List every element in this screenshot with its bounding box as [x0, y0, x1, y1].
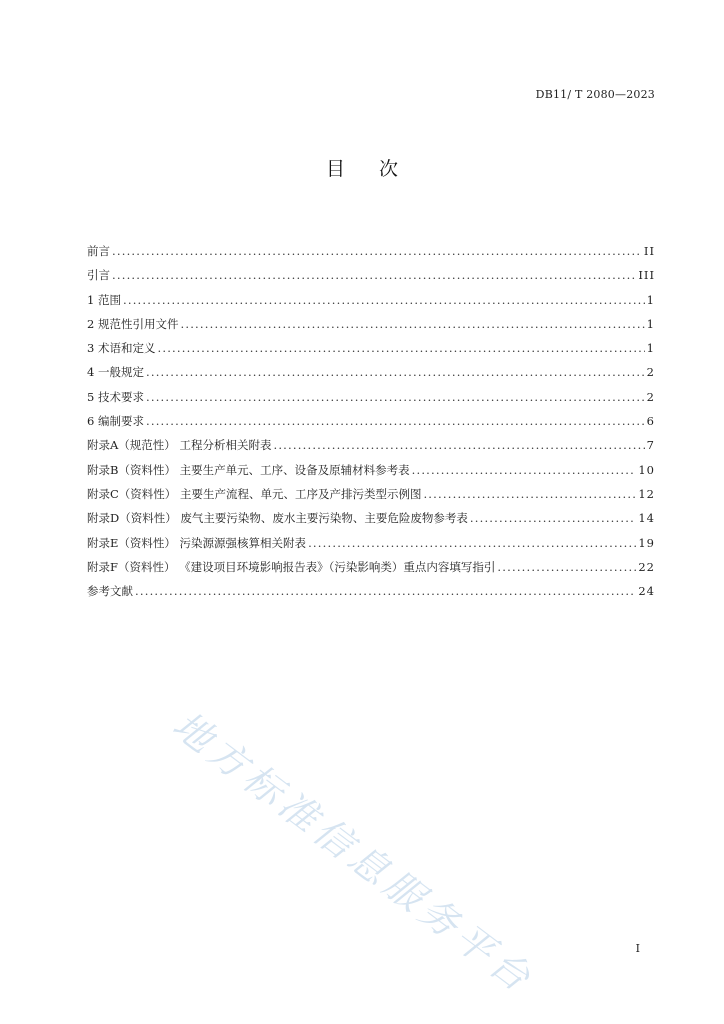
toc-entry-technical-requirements[interactable]: [87, 389, 655, 413]
toc-entry-introduction[interactable]: [87, 267, 655, 291]
toc-entry-label: 附录B（资料性） 主要生产单元、工序、设备及原辅材料参考表: [87, 462, 410, 477]
title-char-1: 目: [325, 158, 345, 180]
toc-entry-label: 1 范围: [87, 292, 121, 307]
toc-entry-label: 前言: [87, 244, 110, 258]
toc-entry-page: 7: [646, 438, 655, 453]
toc-leader-dots: [157, 341, 644, 355]
toc-entry-page: II: [643, 244, 655, 258]
toc-entry-page: 1: [646, 316, 655, 331]
toc-leader-dots: [470, 511, 636, 525]
standard-code: DB11/ T 2080—2023: [535, 88, 655, 101]
toc-entry-page: 6: [646, 414, 655, 429]
toc-entry-label: 附录E（资料性） 污染源源强核算相关附表: [87, 535, 307, 550]
toc-leader-dots: [112, 268, 636, 282]
toc-entry-page: 10: [638, 462, 655, 477]
toc-entry-label: 5 技术要求: [87, 389, 144, 404]
toc-entry-foreword[interactable]: [87, 243, 655, 267]
toc-entry-label: 附录A（规范性） 工程分析相关附表: [87, 438, 272, 453]
toc-entry-page: 14: [638, 511, 655, 526]
toc-entry-terms-definitions[interactable]: [87, 340, 655, 364]
toc-entry-appendix-b[interactable]: [87, 462, 655, 486]
toc-entry-appendix-f[interactable]: [87, 559, 655, 583]
toc-entry-appendix-d[interactable]: [87, 510, 655, 534]
toc-entry-page: 1: [646, 292, 655, 307]
toc-entry-page: 19: [638, 535, 655, 550]
toc-entry-page: 22: [638, 559, 655, 574]
toc-entry-normative-references[interactable]: [87, 316, 655, 340]
toc-entry-compilation-requirements[interactable]: [87, 413, 655, 437]
toc-entry-label: 4 一般规定: [87, 365, 144, 380]
page-title: [0, 154, 724, 181]
toc-entry-appendix-c[interactable]: [87, 486, 655, 510]
toc-entry-page: 1: [646, 341, 655, 356]
page-number: I: [635, 942, 640, 955]
toc-entry-scope[interactable]: [87, 292, 655, 316]
toc-entry-label: 参考文献: [87, 584, 133, 599]
toc-entry-label: 附录F（资料性） 《建设项目环境影响报告表》（污染影响类）重点内容填写指引: [87, 559, 496, 574]
toc-leader-dots: [146, 390, 645, 404]
toc-leader-dots: [273, 438, 644, 452]
table-of-contents: [87, 243, 655, 607]
toc-leader-dots: [308, 536, 636, 550]
toc-entry-label: 3 术语和定义: [87, 341, 156, 356]
toc-entry-appendix-e[interactable]: [87, 535, 655, 559]
toc-entry-label: 引言: [87, 268, 110, 283]
toc-entry-bibliography[interactable]: [87, 583, 655, 607]
toc-entry-general-provisions[interactable]: [87, 364, 655, 388]
watermark: 地方标准信息服务平台: [164, 702, 543, 1003]
toc-entry-page: 2: [646, 365, 655, 380]
toc-leader-dots: [112, 244, 642, 258]
toc-entry-label: 附录C（资料性） 主要生产流程、单元、工序及产排污类型示例图: [87, 486, 422, 501]
toc-entry-page: III: [638, 268, 655, 283]
toc-entry-label: 附录D（资料性） 废气主要污染物、废水主要污染物、主要危险废物参考表: [87, 511, 468, 526]
toc-leader-dots: [180, 317, 644, 331]
toc-entry-appendix-a[interactable]: [87, 437, 655, 461]
toc-leader-dots: [412, 463, 637, 477]
toc-leader-dots: [146, 365, 645, 379]
toc-leader-dots: [123, 293, 645, 307]
toc-entry-label: 2 规范性引用文件: [87, 316, 179, 331]
toc-leader-dots: [146, 414, 645, 428]
toc-entry-page: 2: [646, 389, 655, 404]
toc-entry-page: 24: [638, 584, 655, 599]
toc-leader-dots: [423, 487, 636, 501]
title-char-2: 次: [379, 158, 399, 180]
toc-leader-dots: [135, 584, 636, 598]
toc-leader-dots: [497, 560, 636, 574]
toc-entry-page: 12: [638, 486, 655, 501]
toc-entry-label: 6 编制要求: [87, 414, 144, 429]
